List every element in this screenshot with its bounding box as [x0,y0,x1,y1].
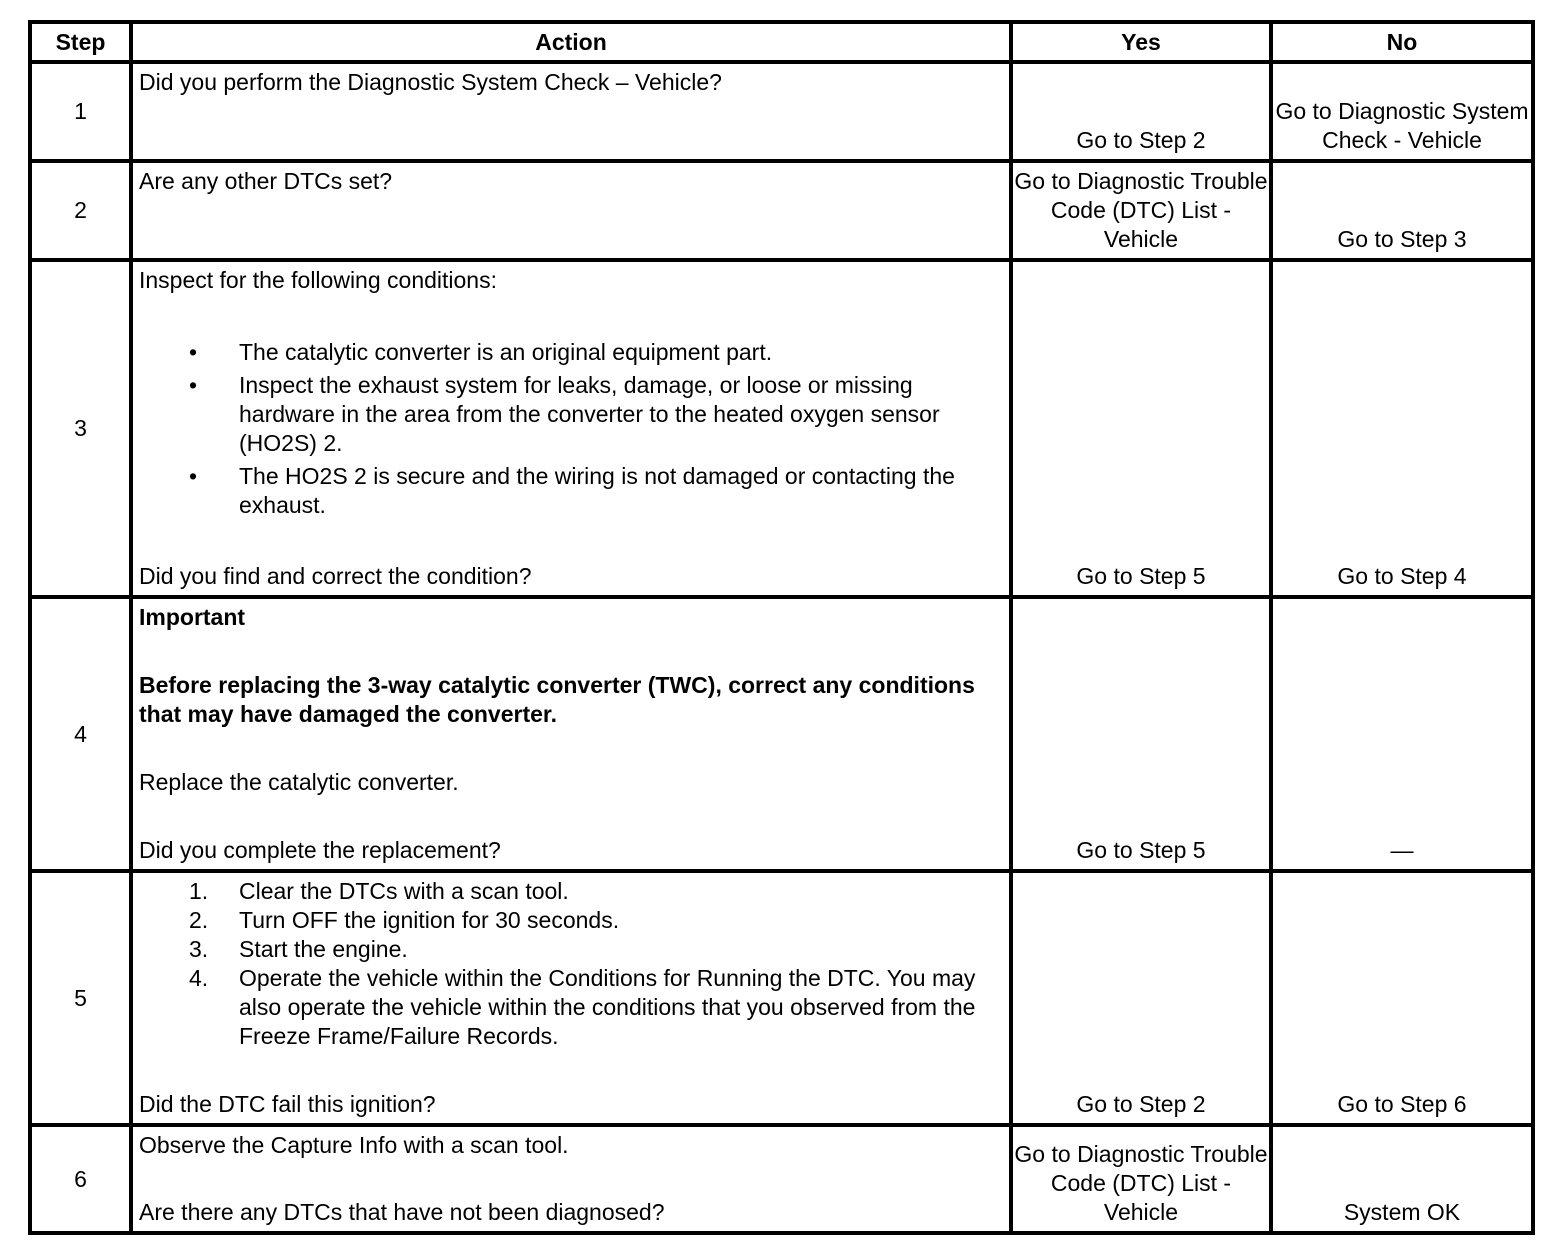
list-number: 3. [189,936,209,962]
step-number: 4 [30,597,131,871]
step-number: 5 [30,871,131,1125]
header-action: Action [131,22,1011,62]
action-cell [131,871,1011,1125]
important-text: Before replacing the 3-way catalytic converter (TWC), correct any conditions that may have damaged the converter. [139,672,975,727]
action-question: Did you complete the replacement? [139,837,501,863]
action-cell [131,1125,1011,1233]
action-cell [131,597,1011,871]
no-cell: — [1271,597,1533,871]
list-number: 4. [189,965,209,991]
list-number: 2. [189,907,209,933]
yes-cell: Go to Step 2 [1011,871,1271,1125]
step-number: 3 [30,260,131,597]
list-item [139,906,1003,935]
table-row [30,597,1533,871]
list-item [139,371,1003,458]
action-intro: Inspect for the following conditions: [139,267,497,293]
action-instruction: Observe the Capture Info with a scan tool. [139,1132,569,1158]
header-no: No [1271,22,1533,62]
table-row [30,1125,1533,1233]
list-number: 1. [189,878,209,904]
bullet-icon: • [189,339,198,365]
step-number: 1 [30,62,131,161]
action-question: Did you find and correct the condition? [139,563,532,589]
table-row [30,260,1533,597]
list-item [139,935,1003,964]
list-item-text: The HO2S 2 is secure and the wiring is not damaged or contacting the exhaust. [239,463,955,518]
step-number: 2 [30,161,131,260]
list-item-text: Operate the vehicle within the Conditions for Running the DTC. You may also operate the vehicle within the conditions that you observed from the Freeze Frame/Failure Records. [239,965,976,1049]
no-cell: System OK [1271,1125,1533,1233]
action-question: Did the DTC fail this ignition? [139,1091,436,1117]
header-row [30,22,1533,62]
table-row [30,62,1533,161]
list-item-text: The catalytic converter is an original equipment part. [239,339,773,365]
action-cell [131,161,1011,260]
step-number: 6 [30,1125,131,1233]
list-item-text: Start the engine. [239,936,408,962]
bullet-icon: • [189,463,198,489]
diagnostic-table [28,20,1535,1235]
yes-cell: Go to Step 5 [1011,260,1271,597]
list-item-text: Inspect the exhaust system for leaks, damage, or loose or missing hardware in the area from the converter to the heated oxygen sensor (HO2S) 2. [239,372,940,456]
bullet-icon: • [189,372,198,398]
list-item [139,877,1003,906]
action-cell [131,260,1011,597]
header-step: Step [30,22,131,62]
yes-cell: Go to Step 2 [1011,62,1271,161]
action-instruction: Replace the catalytic converter. [139,769,459,795]
list-item [139,338,1003,367]
list-item-text: Turn OFF the ignition for 30 seconds. [239,907,620,933]
no-cell: Go to Diagnostic System Check - Vehicle [1271,62,1533,161]
no-cell: Go to Step 3 [1271,161,1533,260]
important-label: Important [139,604,246,630]
table-row [30,161,1533,260]
list-item-text: Clear the DTCs with a scan tool. [239,878,569,904]
yes-cell: Go to Diagnostic Trouble Code (DTC) List - Vehicle [1011,1125,1271,1233]
action-question: Are any other DTCs set? [139,168,393,194]
condition-list [139,338,1003,520]
table-row [30,871,1533,1125]
header-yes: Yes [1011,22,1271,62]
action-question: Did you perform the Diagnostic System Check – Vehicle? [139,69,722,95]
action-cell [131,62,1011,161]
list-item [139,964,1003,1051]
yes-cell: Go to Diagnostic Trouble Code (DTC) List - Vehicle [1011,161,1271,260]
list-item [139,462,1003,520]
no-cell: Go to Step 4 [1271,260,1533,597]
yes-cell: Go to Step 5 [1011,597,1271,871]
action-question: Are there any DTCs that have not been diagnosed? [139,1199,665,1225]
procedure-list [139,877,1003,1051]
no-cell: Go to Step 6 [1271,871,1533,1125]
